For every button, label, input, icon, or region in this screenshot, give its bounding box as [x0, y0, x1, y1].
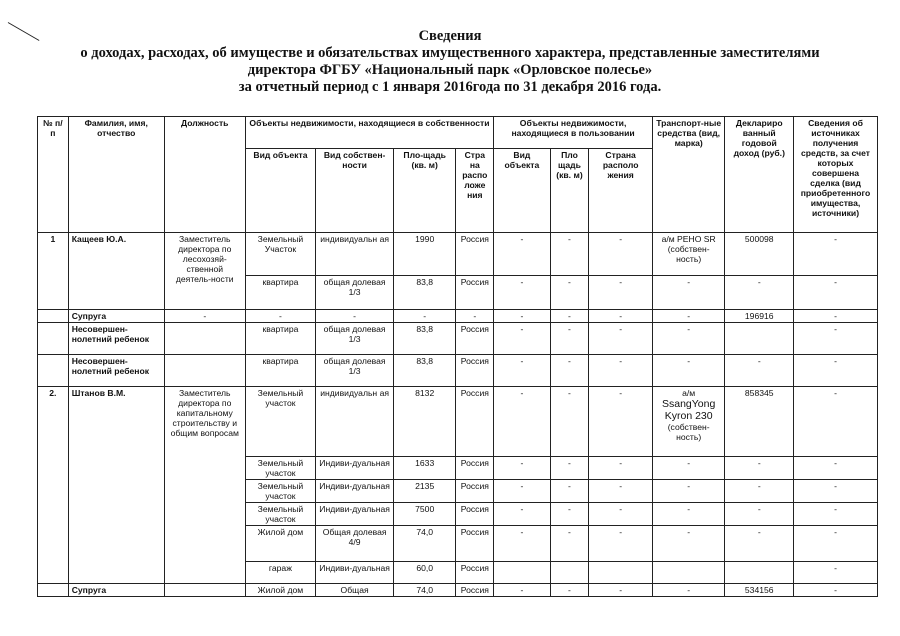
used-area-cell: - — [550, 457, 589, 480]
owned-ownership-cell: Индиви-дуальная — [316, 480, 394, 503]
header-transport: Транспорт-ные средства (вид, марка) — [652, 117, 725, 233]
transport-model: SsangYong Kyron 230 — [662, 398, 716, 422]
used-country-cell: - — [589, 480, 652, 503]
person-name: Несовершен-нолетний ребенок — [68, 323, 164, 355]
used-country-cell: - — [589, 323, 652, 355]
used-area-cell — [550, 562, 589, 584]
owned-type-cell: квартира — [245, 323, 316, 355]
income-cell — [725, 562, 794, 584]
header-position: Должность — [164, 117, 245, 233]
owned-type-cell: Земельный участок — [245, 387, 316, 457]
owned-type-cell: Земельный участок — [245, 503, 316, 526]
used-type-cell: - — [494, 323, 550, 355]
owned-area-cell: 83,8 — [393, 276, 455, 310]
used-type-cell: - — [494, 310, 550, 323]
owned-country-cell: - — [456, 310, 494, 323]
owned-country-cell: Россия — [456, 276, 494, 310]
owned-country-cell: Россия — [456, 457, 494, 480]
header-owned-area: Пло-щадь (кв. м) — [393, 149, 455, 233]
person-name: Кащеев Ю.А. — [68, 233, 164, 310]
used-country-cell: - — [589, 584, 652, 597]
owned-country-cell: Россия — [456, 503, 494, 526]
used-country-cell: - — [589, 310, 652, 323]
person-name: Штанов В.М. — [68, 387, 164, 584]
header-owned-ownership: Вид собствен-ности — [316, 149, 394, 233]
header-used-group: Объекты недвижимости, находящиеся в пользовании — [494, 117, 653, 149]
declaration-table — [37, 116, 878, 597]
transport-cell: - — [652, 310, 725, 323]
table-row — [38, 584, 878, 597]
used-type-cell: - — [494, 233, 550, 276]
owned-type-cell: Жилой дом — [245, 526, 316, 562]
header-owned-type: Вид объекта — [245, 149, 316, 233]
owned-type-cell: Земельный участок — [245, 457, 316, 480]
person-name: Супруга — [68, 584, 164, 597]
owned-ownership-cell: индивидуальн ая — [316, 233, 394, 276]
person-name: Несовершен-нолетний ребенок — [68, 355, 164, 387]
used-country-cell: - — [589, 355, 652, 387]
used-area-cell: - — [550, 526, 589, 562]
used-type-cell: - — [494, 276, 550, 310]
used-type-cell: - — [494, 503, 550, 526]
sources-cell: - — [794, 355, 878, 387]
row-number: 1 — [38, 233, 69, 310]
document-header — [0, 28, 900, 96]
owned-type-cell: - — [245, 310, 316, 323]
table-row — [38, 233, 878, 276]
used-country-cell: - — [589, 457, 652, 480]
owned-area-cell: 2135 — [393, 480, 455, 503]
owned-ownership-cell: Общая — [316, 584, 394, 597]
owned-area-cell: 74,0 — [393, 526, 455, 562]
sources-cell: - — [794, 387, 878, 457]
header-used-country: Страна располо жения — [589, 149, 652, 233]
header-num: № п/п — [38, 117, 69, 233]
sources-cell: - — [794, 276, 878, 310]
used-area-cell: - — [550, 584, 589, 597]
transport-kind: а/м — [682, 388, 696, 398]
owned-area-cell: 1633 — [393, 457, 455, 480]
sources-cell: - — [794, 584, 878, 597]
sources-cell: - — [794, 323, 878, 355]
owned-country-cell: Россия — [456, 355, 494, 387]
header-owned-group: Объекты недвижимости, находящиеся в собственности — [245, 117, 494, 149]
used-country-cell: - — [589, 526, 652, 562]
used-type-cell: - — [494, 584, 550, 597]
person-position: Заместитель директора по лесохозяй-ственной деятель-ности — [164, 233, 245, 310]
owned-country-cell: Россия — [456, 480, 494, 503]
row-number: 2. — [38, 387, 69, 584]
table-row — [38, 387, 878, 457]
owned-country-cell: Россия — [456, 233, 494, 276]
used-type-cell: - — [494, 480, 550, 503]
document-title: Сведения — [418, 28, 482, 44]
transport-cell: а/м РЕНО SR (собствен-ность) — [652, 233, 725, 276]
owned-ownership-cell: Общая долевая 4/9 — [316, 526, 394, 562]
transport-cell: - — [652, 457, 725, 480]
income-cell: 196916 — [725, 310, 794, 323]
transport-cell: - — [652, 584, 725, 597]
owned-type-cell: Земельный Участок — [245, 233, 316, 276]
used-area-cell: - — [550, 310, 589, 323]
owned-ownership-cell: общая долевая 1/3 — [316, 323, 394, 355]
used-area-cell: - — [550, 355, 589, 387]
income-cell: 500098 — [725, 233, 794, 276]
owned-type-cell: гараж — [245, 562, 316, 584]
income-cell: - — [725, 355, 794, 387]
owned-country-cell: Россия — [456, 387, 494, 457]
transport-cell — [652, 387, 725, 457]
sources-cell: - — [794, 562, 878, 584]
table-row — [38, 323, 878, 355]
used-type-cell: - — [494, 457, 550, 480]
transport-cell — [652, 562, 725, 584]
used-country-cell — [589, 562, 652, 584]
person-position: Заместитель директора по капитальному строительству и общим вопросам — [164, 387, 245, 584]
header-used-area: Пло щадь (кв. м) — [550, 149, 589, 233]
owned-ownership-cell: индивидуальн ая — [316, 387, 394, 457]
used-type-cell — [494, 562, 550, 584]
used-country-cell: - — [589, 387, 652, 457]
owned-area-cell: 74,0 — [393, 584, 455, 597]
owned-type-cell: Жилой дом — [245, 584, 316, 597]
income-cell: - — [725, 457, 794, 480]
used-type-cell: - — [494, 355, 550, 387]
transport-cell: - — [652, 276, 725, 310]
sources-cell: - — [794, 233, 878, 276]
table-row — [38, 355, 878, 387]
income-cell: 858345 — [725, 387, 794, 457]
used-area-cell: - — [550, 503, 589, 526]
owned-area-cell: 1990 — [393, 233, 455, 276]
used-area-cell: - — [550, 276, 589, 310]
owned-ownership-cell: Индиви-дуальная — [316, 503, 394, 526]
owned-country-cell: Россия — [456, 584, 494, 597]
transport-cell: - — [652, 355, 725, 387]
used-country-cell: - — [589, 276, 652, 310]
owned-country-cell: Россия — [456, 323, 494, 355]
owned-ownership-cell: Индиви-дуальная — [316, 562, 394, 584]
used-type-cell: - — [494, 387, 550, 457]
income-cell: - — [725, 503, 794, 526]
sources-cell: - — [794, 480, 878, 503]
income-cell: - — [725, 276, 794, 310]
owned-area-cell: 7500 — [393, 503, 455, 526]
owned-ownership-cell: общая долевая 1/3 — [316, 355, 394, 387]
sources-cell: - — [794, 457, 878, 480]
header-sources: Сведения об источниках получения средств, за счет которых совершена сделка (вид приобретенного имущества, источники) — [794, 117, 878, 233]
document-subtitle-line: о доходах, расходах, об имуществе и обязательствах имущественного характера, представленные заместителями — [80, 45, 820, 61]
transport-cell: - — [652, 323, 725, 355]
owned-type-cell: квартира — [245, 276, 316, 310]
owned-area-cell: 83,8 — [393, 323, 455, 355]
used-area-cell: - — [550, 387, 589, 457]
transport-cell: - — [652, 503, 725, 526]
transport-cell: - — [652, 526, 725, 562]
person-name: Супруга — [68, 310, 164, 323]
income-cell: 534156 — [725, 584, 794, 597]
used-type-cell: - — [494, 526, 550, 562]
owned-area-cell: 60,0 — [393, 562, 455, 584]
used-country-cell: - — [589, 503, 652, 526]
header-owned-country: Стра на распо ложе ния — [456, 149, 494, 233]
income-cell — [725, 323, 794, 355]
owned-area-cell: 8132 — [393, 387, 455, 457]
person-position: - — [164, 310, 245, 323]
owned-area-cell: 83,8 — [393, 355, 455, 387]
owned-ownership-cell: - — [316, 310, 394, 323]
table-row — [38, 310, 878, 323]
owned-area-cell: - — [393, 310, 455, 323]
used-area-cell: - — [550, 480, 589, 503]
transport-ownership: (собствен-ность) — [667, 422, 710, 442]
used-country-cell: - — [589, 233, 652, 276]
header-name: Фамилия, имя, отчество — [68, 117, 164, 233]
owned-country-cell: Россия — [456, 526, 494, 562]
owned-country-cell: Россия — [456, 562, 494, 584]
owned-ownership-cell: Индиви-дуальная — [316, 457, 394, 480]
sources-cell: - — [794, 310, 878, 323]
owned-type-cell: квартира — [245, 355, 316, 387]
header-income: Деклариро ванный годовой доход (руб.) — [725, 117, 794, 233]
income-cell: - — [725, 526, 794, 562]
sources-cell: - — [794, 503, 878, 526]
document-subtitle-line: директора ФГБУ «Национальный парк «Орловское полесье» — [247, 62, 653, 78]
transport-cell: - — [652, 480, 725, 503]
used-area-cell: - — [550, 323, 589, 355]
header-used-type: Вид объекта — [494, 149, 550, 233]
owned-type-cell: Земельный участок — [245, 480, 316, 503]
income-cell: - — [725, 480, 794, 503]
sources-cell: - — [794, 526, 878, 562]
used-area-cell: - — [550, 233, 589, 276]
owned-ownership-cell: общая долевая 1/3 — [316, 276, 394, 310]
document-period: за отчетный период с 1 января 2016года по 31 декабря 2016 года. — [238, 79, 662, 95]
